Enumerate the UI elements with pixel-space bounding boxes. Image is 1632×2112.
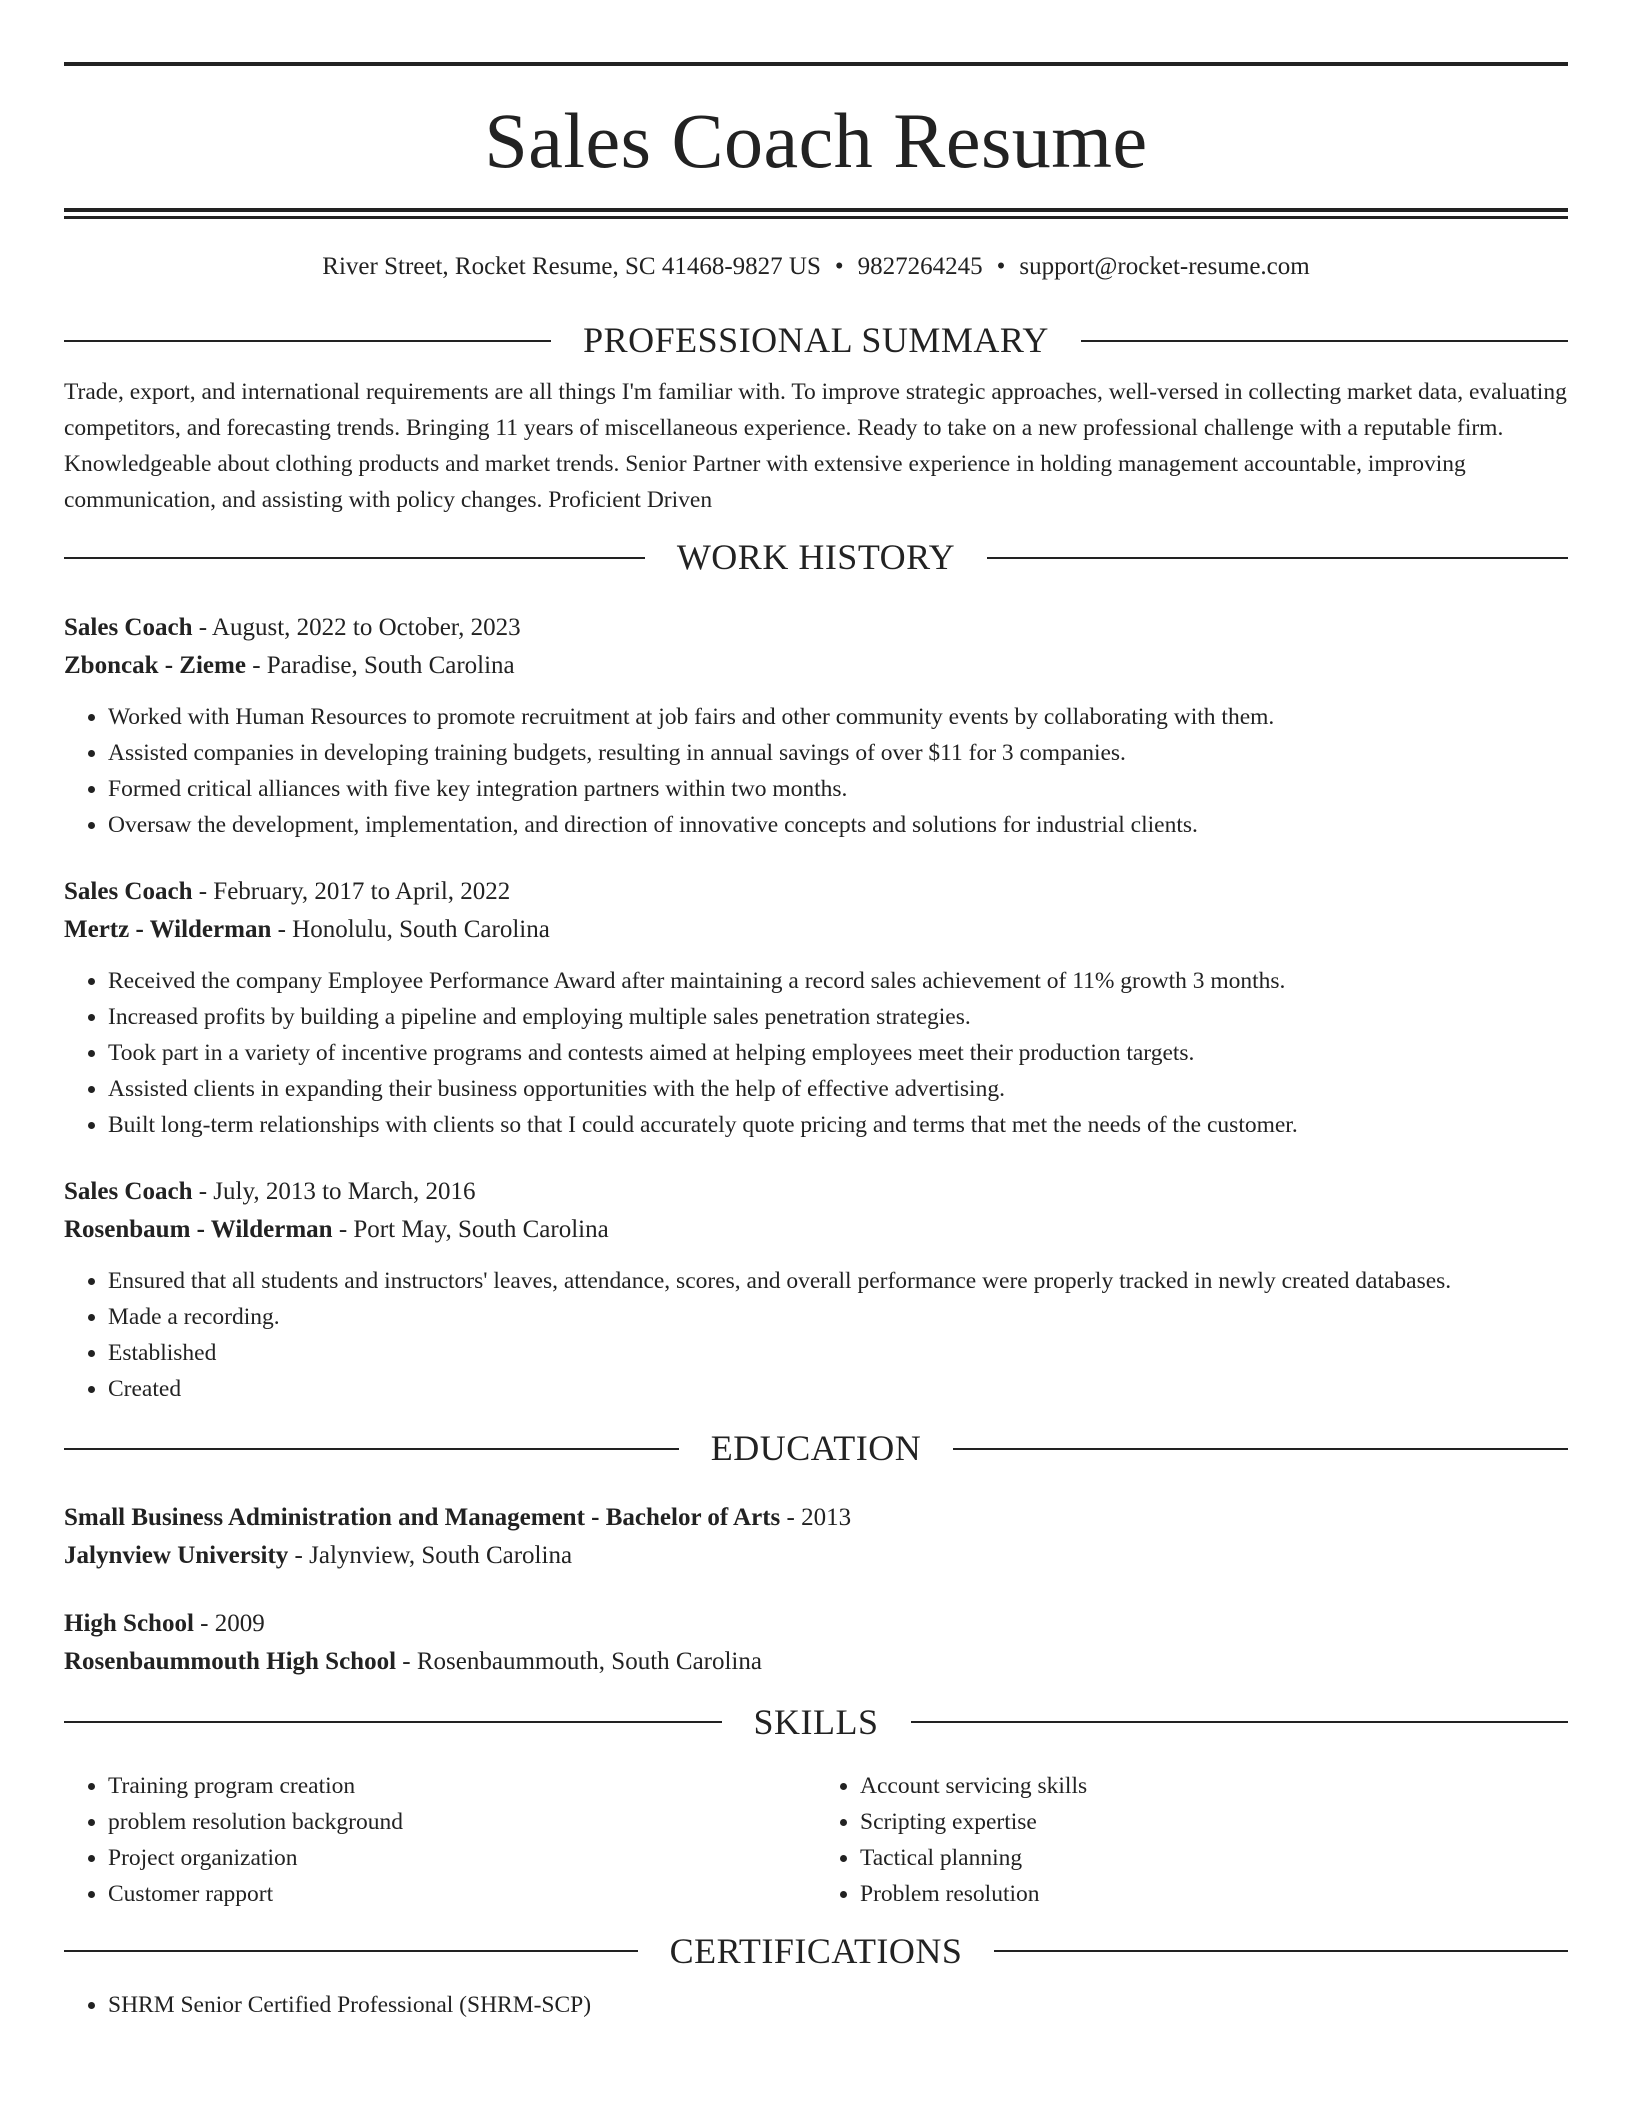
list-item: • Formed critical alliances with five key integration partners within two months. <box>108 771 1568 807</box>
education-degree: Small Business Administration and Management - Bachelor of Arts <box>64 1503 781 1531</box>
heading-rule <box>987 557 1568 559</box>
list-item: • Assisted companies in developing training budgets, resulting in annual savings of over $11 for 3 companies. <box>108 735 1568 771</box>
contact-separator: • <box>996 253 1006 280</box>
job-company: Rosenbaum - Wilderman <box>64 1216 333 1244</box>
list-item: • Ensured that all students and instructors' leaves, attendance, scores, and overall performance were properly tracked in newly created databases. <box>108 1263 1568 1299</box>
section-title: WORK HISTORY <box>676 537 956 578</box>
contact-address: River Street, Rocket Resume, SC 41468-9827 US <box>322 253 821 280</box>
heading-rule <box>64 557 645 559</box>
job-entry <box>64 1173 1568 1407</box>
education-degree-line <box>64 1605 1568 1643</box>
section-heading-summary <box>64 319 1568 362</box>
education-location: - Rosenbaummouth, South Carolina <box>396 1647 762 1675</box>
skills-list <box>64 1758 1568 1912</box>
section-title: EDUCATION <box>710 1428 922 1469</box>
job-entry <box>64 873 1568 1143</box>
job-company: Mertz - Wilderman <box>64 916 272 944</box>
education-entry <box>64 1605 1568 1681</box>
list-item: • Established <box>108 1335 1568 1371</box>
summary-text: Trade, export, and international requirements are all things I'm familiar with. To improve strategic approaches, well-versed in collecting market data, evaluating competitors, and forecasting trends. Bringing 11 years of miscellaneous experience. Ready to take on a new professional challenge with a reputable firm. Knowledgeable about clothing products and market trends. Senior Partner with extensive experience in holding management accountable, improving communication, and assisting with policy changes. Proficient Driven <box>64 379 1567 514</box>
education-degree: High School <box>64 1609 194 1637</box>
job-dates: - February, 2017 to April, 2022 <box>192 878 511 906</box>
section-heading-skills <box>64 1701 1568 1744</box>
section-heading-work <box>64 536 1568 579</box>
certification-item: • SHRM Senior Certified Professional (SHRM-SCP) <box>108 1987 1568 2023</box>
skills-column-right <box>816 1768 1568 1912</box>
certifications-bullets <box>64 1987 1568 2023</box>
education-school: Rosenbaummouth High School <box>64 1647 397 1675</box>
heading-rule <box>64 1721 722 1723</box>
skill-item: • problem resolution background <box>108 1804 816 1840</box>
education-entry <box>64 1499 1568 1575</box>
job-title-line <box>64 609 1568 647</box>
title-bottom-rule <box>64 208 1568 219</box>
heading-rule <box>64 1448 679 1450</box>
skill-item: • Account servicing skills <box>860 1768 1568 1804</box>
job-location: - Port May, South Carolina <box>332 1216 609 1244</box>
section-heading-certifications <box>64 1930 1568 1973</box>
education-school-line <box>64 1643 1568 1681</box>
education-location: - Jalynview, South Carolina <box>288 1541 573 1569</box>
education-school-line <box>64 1537 1568 1575</box>
heading-rule <box>953 1448 1568 1450</box>
list-item: • Made a recording. <box>108 1299 1568 1335</box>
job-company: Zboncak - Zieme <box>64 652 246 680</box>
job-company-line <box>64 911 1568 949</box>
section-title: PROFESSIONAL SUMMARY <box>583 320 1049 360</box>
section-heading-education <box>64 1427 1568 1470</box>
job-title-line <box>64 1173 1568 1211</box>
heading-rule <box>64 1950 638 1952</box>
skill-item: • Project organization <box>108 1840 816 1876</box>
skill-item: • Tactical planning <box>860 1840 1568 1876</box>
contact-email[interactable]: support@rocket-resume.com <box>1019 253 1310 280</box>
skill-item: • Training program creation <box>108 1768 816 1804</box>
job-bullets <box>64 963 1568 1143</box>
skills-column-left <box>64 1768 816 1912</box>
education-school: Jalynview University <box>64 1541 289 1569</box>
page-title: Sales Coach Resume <box>484 97 1148 184</box>
certifications-list <box>64 1987 1568 2023</box>
education-degree-line <box>64 1499 1568 1537</box>
job-company-line <box>64 647 1568 685</box>
education-year: - 2013 <box>780 1503 852 1531</box>
job-dates: - August, 2022 to October, 2023 <box>192 614 521 642</box>
heading-rule <box>1081 340 1568 342</box>
list-item: • Assisted clients in expanding their business opportunities with the help of effective advertising. <box>108 1071 1568 1107</box>
title-top-rule <box>64 62 1568 66</box>
list-item: • Took part in a variety of incentive programs and contests aimed at helping employees meet their production targets. <box>108 1035 1568 1071</box>
job-location: - Honolulu, South Carolina <box>271 916 550 944</box>
job-title-line <box>64 873 1568 911</box>
list-item: • Increased profits by building a pipeline and employing multiple sales penetration strategies. <box>108 999 1568 1035</box>
contact-line <box>64 253 1568 281</box>
job-title: Sales Coach <box>64 878 193 906</box>
job-company-line <box>64 1211 1568 1249</box>
list-item: • Received the company Employee Performance Award after maintaining a record sales achievement of 11% growth 3 months. <box>108 963 1568 999</box>
job-entry <box>64 609 1568 843</box>
list-item: • Built long-term relationships with clients so that I could accurately quote pricing and terms that met the needs of the customer. <box>108 1107 1568 1143</box>
job-location: - Paradise, South Carolina <box>245 652 515 680</box>
skill-item: • Customer rapport <box>108 1876 816 1912</box>
job-bullets <box>64 1263 1568 1407</box>
list-item: • Oversaw the development, implementation, and direction of innovative concepts and solutions for industrial clients. <box>108 807 1568 843</box>
section-title: CERTIFICATIONS <box>669 1930 963 1971</box>
job-dates: - July, 2013 to March, 2016 <box>192 1178 476 1206</box>
contact-separator: • <box>834 253 844 280</box>
heading-rule <box>64 340 551 342</box>
contact-phone: 9827264245 <box>857 253 983 280</box>
job-title: Sales Coach <box>64 1178 193 1206</box>
job-bullets <box>64 699 1568 843</box>
section-title: SKILLS <box>753 1701 879 1742</box>
heading-rule <box>911 1721 1569 1723</box>
heading-rule <box>994 1950 1568 1952</box>
list-item: • Worked with Human Resources to promote recruitment at job fairs and other community events by collaborating with them. <box>108 699 1568 735</box>
list-item: • Created <box>108 1371 1568 1407</box>
skill-item: • Problem resolution <box>860 1876 1568 1912</box>
education-year: - 2009 <box>193 1609 265 1637</box>
skill-item: • Scripting expertise <box>860 1804 1568 1840</box>
job-title: Sales Coach <box>64 614 193 642</box>
